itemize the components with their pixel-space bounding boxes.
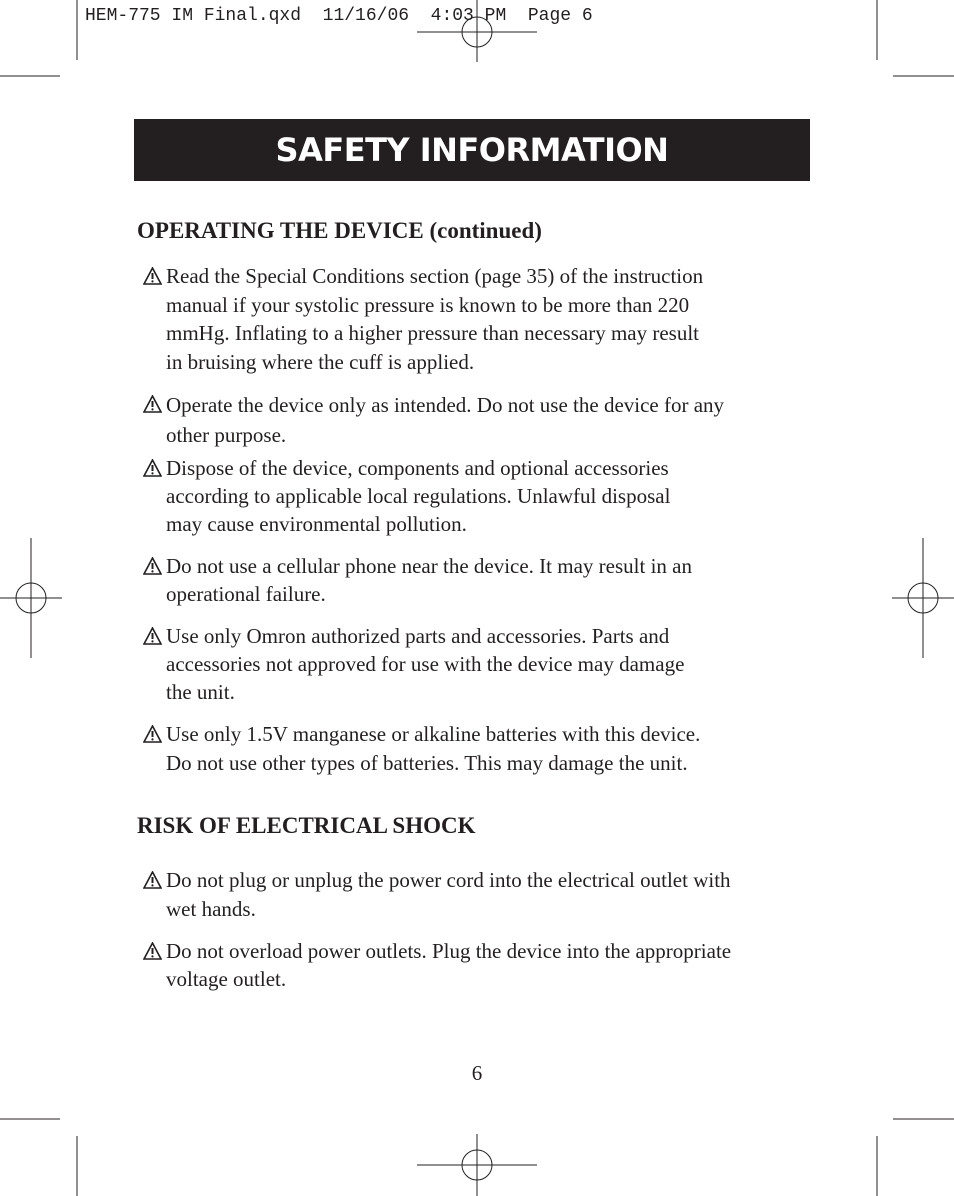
- warning-text: Read the Special Conditions section (page 35) of the instruction manual if your systolic pressure is known to be more than 220 mmHg. Inflating to a higher pressure than necessary may result in bruising where the cuff is applied.: [166, 264, 704, 374]
- warning-item: [143, 937, 803, 993]
- warning-triangle-icon: [143, 459, 162, 477]
- warning-text: Use only Omron authorized parts and accessories. Parts and accessories not approved for use with the device may damage the unit.: [166, 624, 685, 704]
- warning-text: Use only 1.5V manganese or alkaline batteries with this device. Do not use other types of batteries. This may damage the unit.: [166, 722, 701, 775]
- warning-triangle-icon: [143, 627, 162, 645]
- warning-item: [143, 720, 803, 778]
- warning-triangle-icon: [143, 267, 162, 285]
- warning-item: [143, 866, 803, 924]
- warning-triangle-icon: [143, 395, 162, 413]
- printer-slug: HEM-775 IM Final.qxd 11/16/06 4:03 PM Page 6: [85, 6, 593, 26]
- section-heading-electrical-shock: RISK OF ELECTRICAL SHOCK: [137, 813, 476, 838]
- section-heading-operating: OPERATING THE DEVICE (continued): [137, 218, 542, 243]
- warning-text: Dispose of the device, components and optional accessories according to applicable local regulations. Unlawful disposal may cause environmental pollution.: [166, 456, 671, 536]
- warning-item: [143, 622, 803, 706]
- warning-text: Do not plug or unplug the power cord into the electrical outlet with wet hands.: [166, 868, 731, 921]
- warning-text: Do not use a cellular phone near the device. It may result in an operational failure.: [166, 554, 692, 606]
- warning-text: Operate the device only as intended. Do not use the device for any other purpose.: [166, 393, 725, 447]
- warning-item: [143, 552, 803, 608]
- warning-item: [143, 454, 803, 538]
- warning-item: [143, 262, 803, 376]
- page-title: SAFETY INFORMATION: [275, 131, 669, 169]
- warning-triangle-icon: [143, 942, 162, 960]
- warning-triangle-icon: [143, 871, 162, 889]
- warning-text: Do not overload power outlets. Plug the device into the appropriate voltage outlet.: [166, 939, 732, 991]
- title-banner: [134, 119, 810, 181]
- warning-triangle-icon: [143, 725, 162, 743]
- warning-item: [143, 390, 803, 450]
- warning-triangle-icon: [143, 557, 162, 575]
- page-number: 6: [471, 1061, 483, 1085]
